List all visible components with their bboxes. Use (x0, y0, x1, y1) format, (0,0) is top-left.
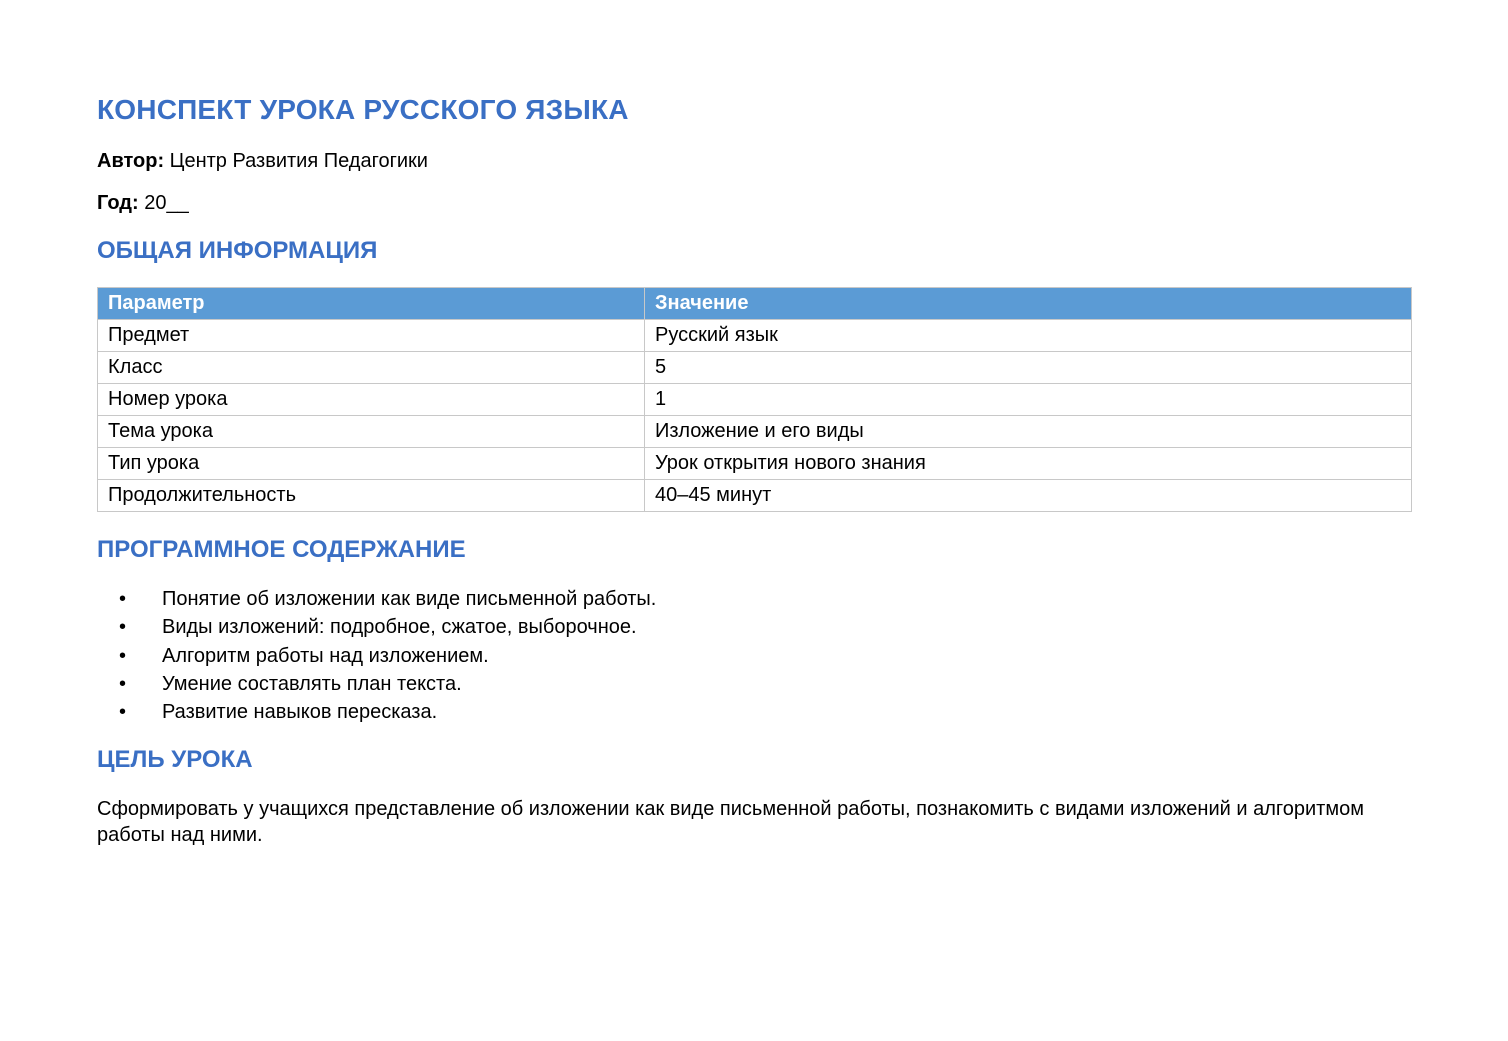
lesson-goal-text: Сформировать у учащихся представление об изложении как виде письменной работы, познакомить с видами изложений и алгоритмом работы над ними. (97, 798, 1364, 846)
general-info-heading: ОБЩАЯ ИНФОРМАЦИЯ (97, 237, 378, 264)
table-row (98, 384, 1412, 416)
table-cell-value: 5 (645, 352, 1412, 384)
table-row (98, 480, 1412, 512)
list-item-text: Алгоритм работы над изложением. (162, 644, 489, 667)
list-item (97, 642, 656, 670)
table-cell-value: Русский язык (645, 320, 1412, 352)
list-item (97, 613, 656, 641)
table-cell-parameter: Номер урока (98, 384, 645, 416)
table-cell-parameter: Предмет (98, 320, 645, 352)
table-row (98, 416, 1412, 448)
list-item-text: Понятие об изложении как виде письменной работы. (162, 588, 657, 610)
table-row (98, 320, 1412, 352)
general-info-table (97, 287, 1412, 512)
author-label: Автор: (97, 150, 165, 172)
list-item-text: Умение составлять план текста. (162, 672, 462, 695)
author-value: Центр Развития Педагогики (169, 150, 428, 172)
table-cell-parameter: Тема урока (98, 416, 645, 448)
list-item (97, 585, 656, 613)
list-item-text: Виды изложений: подробное, сжатое, выборочное. (162, 616, 637, 639)
list-item (97, 698, 656, 726)
bullet-icon: • (119, 616, 127, 639)
table-row (98, 352, 1412, 384)
table-cell-value: 40–45 минут (645, 480, 1412, 512)
program-content-heading: ПРОГРАММНОЕ СОДЕРЖАНИЕ (97, 536, 466, 563)
table-cell-value: Урок открытия нового знания (645, 448, 1412, 480)
year-value: 20__ (144, 192, 189, 214)
list-item-text: Развитие навыков пересказа. (162, 701, 438, 724)
bullet-icon: • (119, 588, 127, 610)
table-row (98, 448, 1412, 480)
program-content-list (97, 585, 656, 726)
year-line (97, 192, 189, 215)
table-cell-value: Изложение и его виды (645, 416, 1412, 448)
list-item (97, 670, 656, 698)
table-cell-value: 1 (645, 384, 1412, 416)
column-header-parameter: Параметр (98, 288, 645, 320)
bullet-icon: • (119, 672, 127, 695)
table-cell-parameter: Продолжительность (98, 480, 645, 512)
bullet-icon: • (119, 644, 127, 667)
lesson-goal-heading: ЦЕЛЬ УРОКА (97, 746, 253, 773)
author-line (97, 150, 428, 173)
document-title: КОНСПЕКТ УРОКА РУССКОГО ЯЗЫКА (97, 94, 629, 125)
bullet-icon: • (119, 701, 127, 724)
year-label: Год: (97, 192, 139, 214)
column-header-value: Значение (645, 288, 1412, 320)
table-cell-parameter: Тип урока (98, 448, 645, 480)
table-header-row (98, 288, 1412, 320)
table-cell-parameter: Класс (98, 352, 645, 384)
